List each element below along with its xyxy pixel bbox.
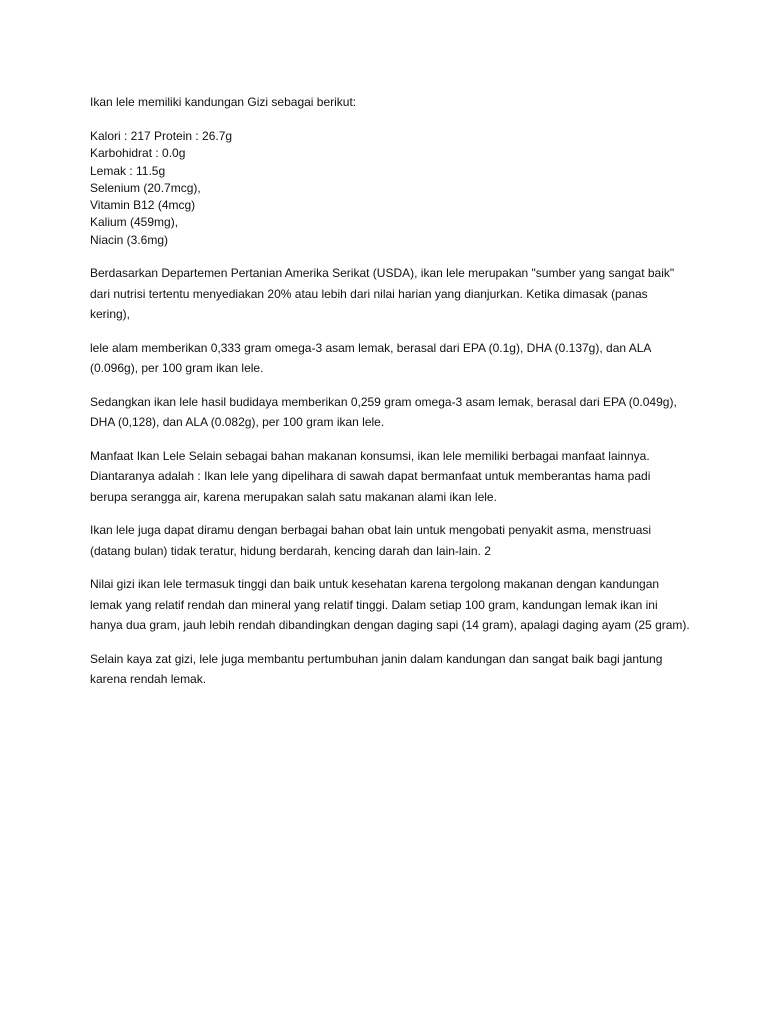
paragraph-usda: Berdasarkan Departemen Pertanian Amerika Serikat (USDA), ikan lele merupakan "sumber yang sangat baik" dari nutrisi tertentu menyediakan 20% atau lebih dari nilai harian yang dianjurkan. Ketika dimasak (panas kering), [90, 266, 675, 322]
paragraph-pregnancy-heart: Selain kaya zat gizi, lele juga membantu pertumbuhan janin dalam kandungan dan sangat baik bagi jantung karena rendah lemak. [90, 651, 663, 687]
paragraph-nutrition-value: Nilai gizi ikan lele termasuk tinggi dan baik untuk kesehatan karena tergolong makanan dengan kandungan lemak yang relatif rendah dan mineral yang relatif tinggi. Dalam setiap 100 gram, kandungan lemak ikan ini hanya dua gram, jauh lebih rendah dibandingkan dengan daging sapi (14 gram), apalagi daging ayam (25 gram). [90, 577, 690, 633]
paragraph-farmed-catfish-omega3: Sedangkan ikan lele hasil budidaya memberikan 0,259 gram omega-3 asam lemak, berasal dari EPA (0.049g), DHA (0,128), dan ALA (0.082g), per 100 gram ikan lele. [90, 394, 677, 430]
paragraph-benefits: Manfaat Ikan Lele Selain sebagai bahan makanan konsumsi, ikan lele memiliki berbagai manfaat lainnya. Diantaranya adalah : Ikan lele yang dipelihara di sawah dapat bermanfaat untuk memberantas hama padi berupa serangga air, karena merupakan salah satu makanan alami ikan lele. [90, 448, 651, 504]
nutrient-item-vitamin-b12: Vitamin B12 (4mcg) [90, 198, 196, 213]
document-page [90, 94, 690, 703]
nutrient-list [90, 128, 690, 249]
nutrient-item-lemak: Lemak : 11.5g [90, 163, 166, 178]
nutrient-item-selenium: Selenium (20.7mcg), [90, 180, 201, 195]
paragraph-medicinal-use: Ikan lele juga dapat diramu dengan berbagai bahan obat lain untuk mengobati penyakit asma, menstruasi (datang bulan) tidak teratur, hidung berdarah, kencing darah dan lain-lain. 2 [90, 523, 652, 558]
nutrient-item-kalium: Kalium (459mg), [90, 215, 179, 230]
intro-text: Ikan lele memiliki kandungan Gizi sebagai berikut: [90, 95, 357, 109]
nutrient-item-kalori-protein: Kalori : 217 Protein : 26.7g [90, 129, 233, 143]
paragraph-wild-catfish-omega3: lele alam memberikan 0,333 gram omega-3 asam lemak, berasal dari EPA (0.1g), DHA (0.137g), dan ALA (0.096g), per 100 gram ikan lele. [90, 340, 651, 376]
nutrient-item-niacin: Niacin (3.6mg) [90, 232, 169, 247]
nutrient-item-karbohidrat: Karbohidrat : 0.0g [90, 146, 186, 161]
